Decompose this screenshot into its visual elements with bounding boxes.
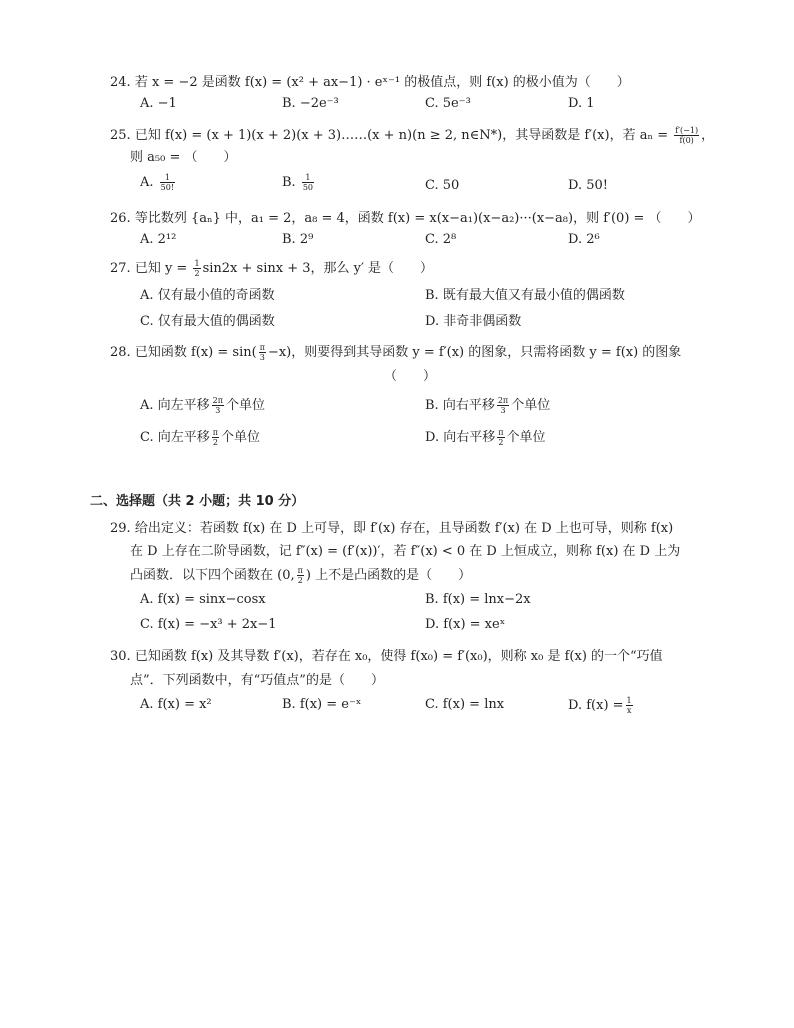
fraction-numerator: 1: [160, 173, 175, 183]
option-b[interactable]: B. 2⁹: [282, 232, 314, 247]
fraction-denominator: 50: [302, 183, 314, 192]
fraction: [259, 343, 266, 362]
fraction-denominator: 2: [498, 438, 504, 447]
question-number: 25.: [110, 128, 131, 143]
question-29: [110, 520, 710, 636]
option-d[interactable]: [568, 696, 635, 715]
option-d[interactable]: D. 50!: [568, 178, 608, 193]
option-c[interactable]: C. f(x) = −x³ + 2x−1: [140, 617, 277, 632]
option-a[interactable]: A. f(x) = x²: [140, 697, 212, 712]
option-c[interactable]: C. 2⁸: [425, 232, 457, 247]
question-text: 已知函数 f(x) 及其导数 f′(x)，若存在 x₀，使得 f(x₀) = f′(x₀)，则称 x₀ 是 f(x) 的一个“巧值: [134, 649, 663, 664]
fraction-denominator: 3: [215, 406, 221, 415]
option-a[interactable]: A. −1: [140, 96, 177, 111]
question-number: 27.: [110, 261, 131, 276]
question-text: 等比数列 {aₙ} 中，a₁ = 2，a₈ = 4，函数 f(x) = x(x−a₁)(x−a₂)···(x−a₈)，则 f′(0) = （ ）: [134, 211, 701, 226]
fraction: [193, 259, 200, 278]
fraction-numerator: π: [498, 428, 504, 437]
question-27-stem: [110, 259, 710, 278]
option-b[interactable]: B. 既有最大值又有最小值的偶函数: [425, 288, 625, 303]
question-text: −x)，则要得到其导函数 y = f′(x) 的图象，只需将函数 y = f(x) 的图象: [267, 345, 682, 360]
question-28: [110, 343, 710, 452]
option-d[interactable]: D. 非奇非偶函数: [425, 314, 522, 329]
question-30: [110, 648, 710, 716]
options: [110, 95, 710, 115]
options-row-2: [110, 616, 710, 636]
option-b[interactable]: [425, 396, 550, 415]
question-27: [110, 259, 710, 333]
question-text: 已知 y =: [134, 261, 188, 276]
option-a[interactable]: [140, 396, 265, 415]
question-number: 28.: [110, 345, 131, 360]
option-label: D. 向右平移: [425, 430, 496, 445]
option-c[interactable]: C. 50: [425, 178, 460, 193]
fraction-numerator: f′(−1): [675, 126, 699, 135]
punctuation: ，: [701, 128, 715, 143]
options: [110, 696, 710, 716]
fraction: [297, 566, 304, 585]
fraction: [212, 428, 219, 447]
option-unit: 个单位: [506, 430, 546, 445]
option-unit: 个单位: [226, 398, 266, 413]
section-heading: 二、选择题（共 2 小题；共 10 分）: [90, 494, 305, 509]
option-a[interactable]: [140, 173, 177, 192]
fraction-numerator: 1: [194, 259, 200, 268]
fraction: [497, 428, 504, 447]
option-label: D. f(x) =: [568, 698, 624, 713]
fraction: [212, 396, 224, 415]
question-text-line2: 点”．下列函数中，有“巧值点”的是（ ）: [130, 673, 384, 688]
question-26: [110, 210, 710, 251]
option-c[interactable]: [140, 428, 260, 447]
fraction-denominator: f(0): [679, 136, 694, 145]
options-row-1: [110, 287, 710, 307]
fraction-denominator: 2: [194, 269, 200, 278]
option-d[interactable]: D. 2⁶: [568, 232, 600, 247]
fraction: [626, 696, 633, 715]
fraction: [160, 173, 175, 192]
question-text: sin2x + sinx + 3，那么 y′ 是（ ）: [202, 261, 434, 276]
fraction-numerator: 2π: [212, 396, 224, 405]
question-text: 凸函数．以下四个函数在 (0,: [130, 568, 295, 583]
option-label: B.: [282, 175, 296, 190]
fraction-denominator: 3: [500, 406, 506, 415]
fraction-denominator: x: [626, 706, 632, 715]
fraction: [302, 173, 314, 192]
question-24: [110, 74, 710, 115]
question-text-line2: 在 D 上存在二阶导函数，记 f″(x) = (f′(x))′，若 f″(x) < 0 在 D 上恒成立，则称 f(x) 在 D 上为: [130, 544, 681, 559]
question-text-line2: 则 a₅₀ = （ ）: [130, 150, 237, 165]
question-text: 给出定义：若函数 f(x) 在 D 上可导，即 f′(x) 存在，且导函数 f′(x) 在 D 上也可导，则称 f(x): [134, 521, 674, 536]
fraction-denominator: 2: [297, 576, 303, 585]
option-unit: 个单位: [511, 398, 551, 413]
question-text: 已知函数 f(x) = sin(: [134, 345, 257, 360]
option-b[interactable]: B. f(x) = lnx−2x: [425, 592, 531, 607]
question-number: 24.: [110, 75, 131, 90]
question-number: 26.: [110, 211, 131, 226]
answer-parenthesis: （ ）: [383, 369, 436, 384]
option-c[interactable]: C. f(x) = lnx: [425, 697, 505, 712]
fraction-numerator: 1: [626, 696, 632, 705]
question-number: 29.: [110, 521, 131, 536]
option-b[interactable]: [282, 173, 316, 192]
options-row-1: [110, 591, 710, 611]
question-28-stem: [110, 343, 710, 362]
fraction-denominator: 3: [259, 353, 265, 362]
fraction-numerator: 2π: [497, 396, 509, 405]
option-unit: 个单位: [221, 430, 261, 445]
option-d[interactable]: D. 1: [568, 96, 595, 111]
question-text-line3: [110, 566, 710, 585]
question-25: [110, 126, 715, 199]
option-label: C. 向左平移: [140, 430, 210, 445]
question-24-stem: [110, 74, 710, 92]
option-d[interactable]: [425, 428, 546, 447]
option-b[interactable]: B. f(x) = e⁻ˣ: [282, 697, 362, 712]
fraction: [674, 126, 699, 145]
question-30-stem: [110, 648, 710, 666]
options-row-2: [110, 313, 710, 333]
fraction-denominator: 2: [212, 438, 218, 447]
fraction: [497, 396, 509, 415]
question-25-stem: [110, 126, 715, 145]
question-text: 已知 f(x) = (x + 1)(x + 2)(x + 3)……(x + n)(n ≥ 2, n∈N*)，其导函数是 f′(x)，若 aₙ =: [134, 128, 669, 143]
fraction-denominator: 50!: [160, 183, 175, 192]
option-a[interactable]: A. 2¹²: [140, 232, 177, 247]
option-label: B. 向右平移: [425, 398, 495, 413]
option-b[interactable]: B. −2e⁻³: [282, 96, 339, 111]
options-row-1: [110, 396, 710, 420]
option-label: A. 向左平移: [140, 398, 210, 413]
fraction-numerator: 1: [302, 173, 314, 183]
fraction-numerator: π: [259, 343, 265, 352]
question-29-stem: [110, 520, 710, 538]
options: [110, 231, 710, 251]
option-a[interactable]: A. f(x) = sinx−cosx: [140, 592, 266, 607]
question-text: 若 x = −2 是函数 f(x) = (x² + ax−1) · eˣ⁻¹ 的极值点，则 f(x) 的极小值为（ ）: [134, 75, 630, 90]
option-label: A.: [140, 175, 154, 190]
fraction-numerator: π: [297, 566, 303, 575]
question-text: ) 上不是凸函数的是（ ）: [305, 568, 472, 583]
option-c[interactable]: C. 仅有最大值的偶函数: [140, 314, 275, 329]
question-26-stem: [110, 210, 710, 228]
options: [110, 173, 710, 199]
options-row-2: [110, 428, 710, 452]
option-c[interactable]: C. 5e⁻³: [425, 96, 471, 111]
fraction-numerator: π: [212, 428, 219, 437]
question-number: 30.: [110, 649, 131, 664]
option-a[interactable]: A. 仅有最小值的奇函数: [140, 288, 275, 303]
option-d[interactable]: D. f(x) = xeˣ: [425, 617, 506, 632]
